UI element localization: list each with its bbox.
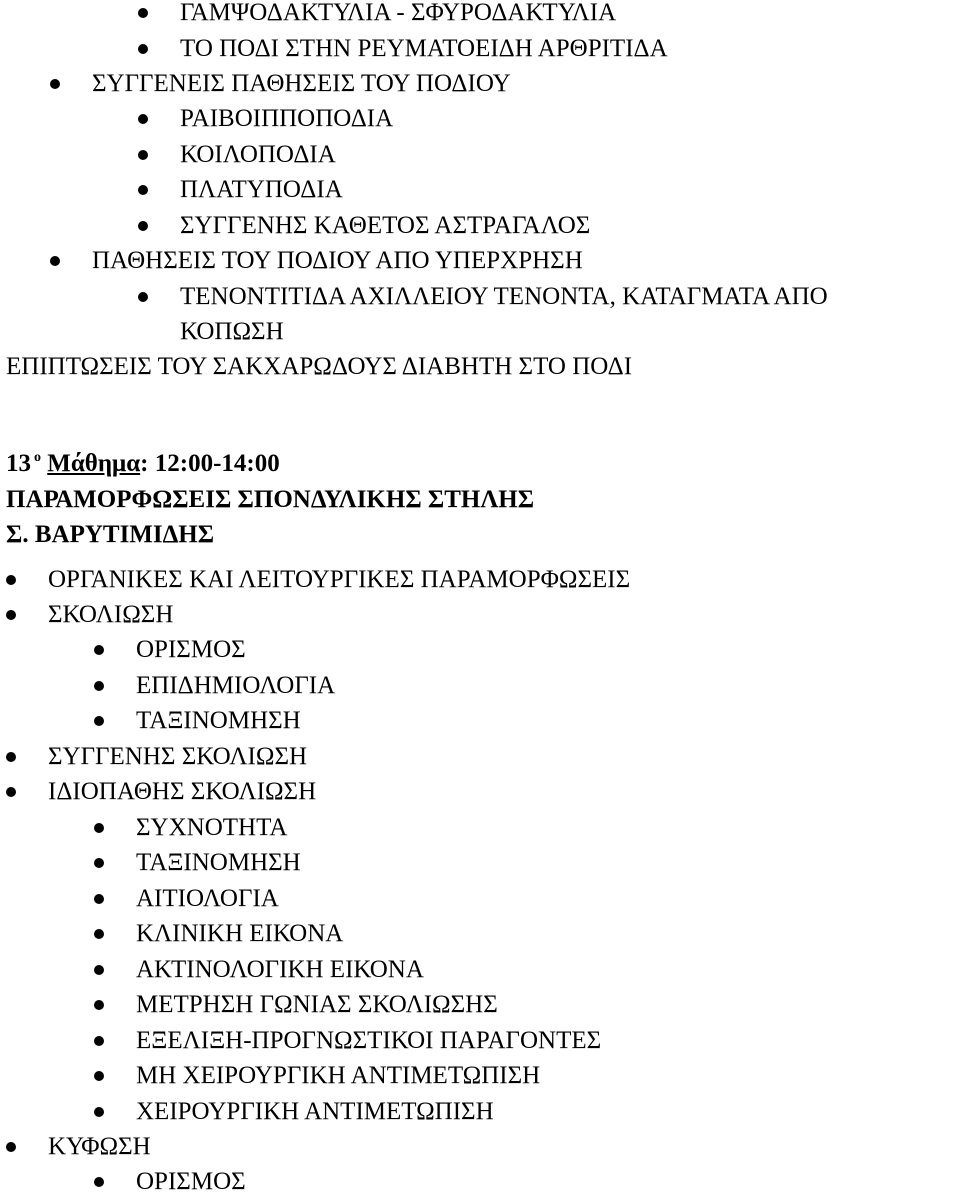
bullet-icon (94, 965, 104, 975)
bullet-icon (50, 79, 60, 89)
bullet-icon (94, 929, 104, 939)
bullet-icon (94, 1071, 104, 1081)
bullet-icon (138, 150, 148, 160)
lesson-label: Μάθημα (47, 450, 141, 477)
lesson-ordinal: ο (34, 450, 41, 465)
bullet-icon (94, 1107, 104, 1117)
bullet-icon (138, 114, 148, 124)
lesson-number: 13 (6, 450, 31, 477)
bullet-icon (138, 185, 148, 195)
bullet-icon (94, 645, 104, 655)
bullet-icon (138, 221, 148, 231)
bullet-icon (50, 256, 60, 266)
bullet-icon (94, 858, 104, 868)
bullet-icon (138, 44, 148, 54)
bullet-icon (94, 1177, 104, 1187)
bullet-icon (94, 823, 104, 833)
bullet-icon (94, 1036, 104, 1046)
bullet-icon (94, 716, 104, 726)
bullet-icon (6, 1142, 16, 1152)
bullet-icon (94, 1000, 104, 1010)
bullet-icon (138, 292, 148, 302)
bullet-icon (138, 8, 148, 18)
bullet-icon (6, 575, 16, 585)
bullet-icon (6, 787, 16, 797)
bullet-icon (94, 681, 104, 691)
bullet-icon (6, 610, 16, 620)
lesson-time: 12:00-14:00 (154, 450, 280, 477)
bullet-icon (94, 894, 104, 904)
lesson-colon: : (140, 450, 149, 477)
bullet-icon (6, 752, 16, 762)
